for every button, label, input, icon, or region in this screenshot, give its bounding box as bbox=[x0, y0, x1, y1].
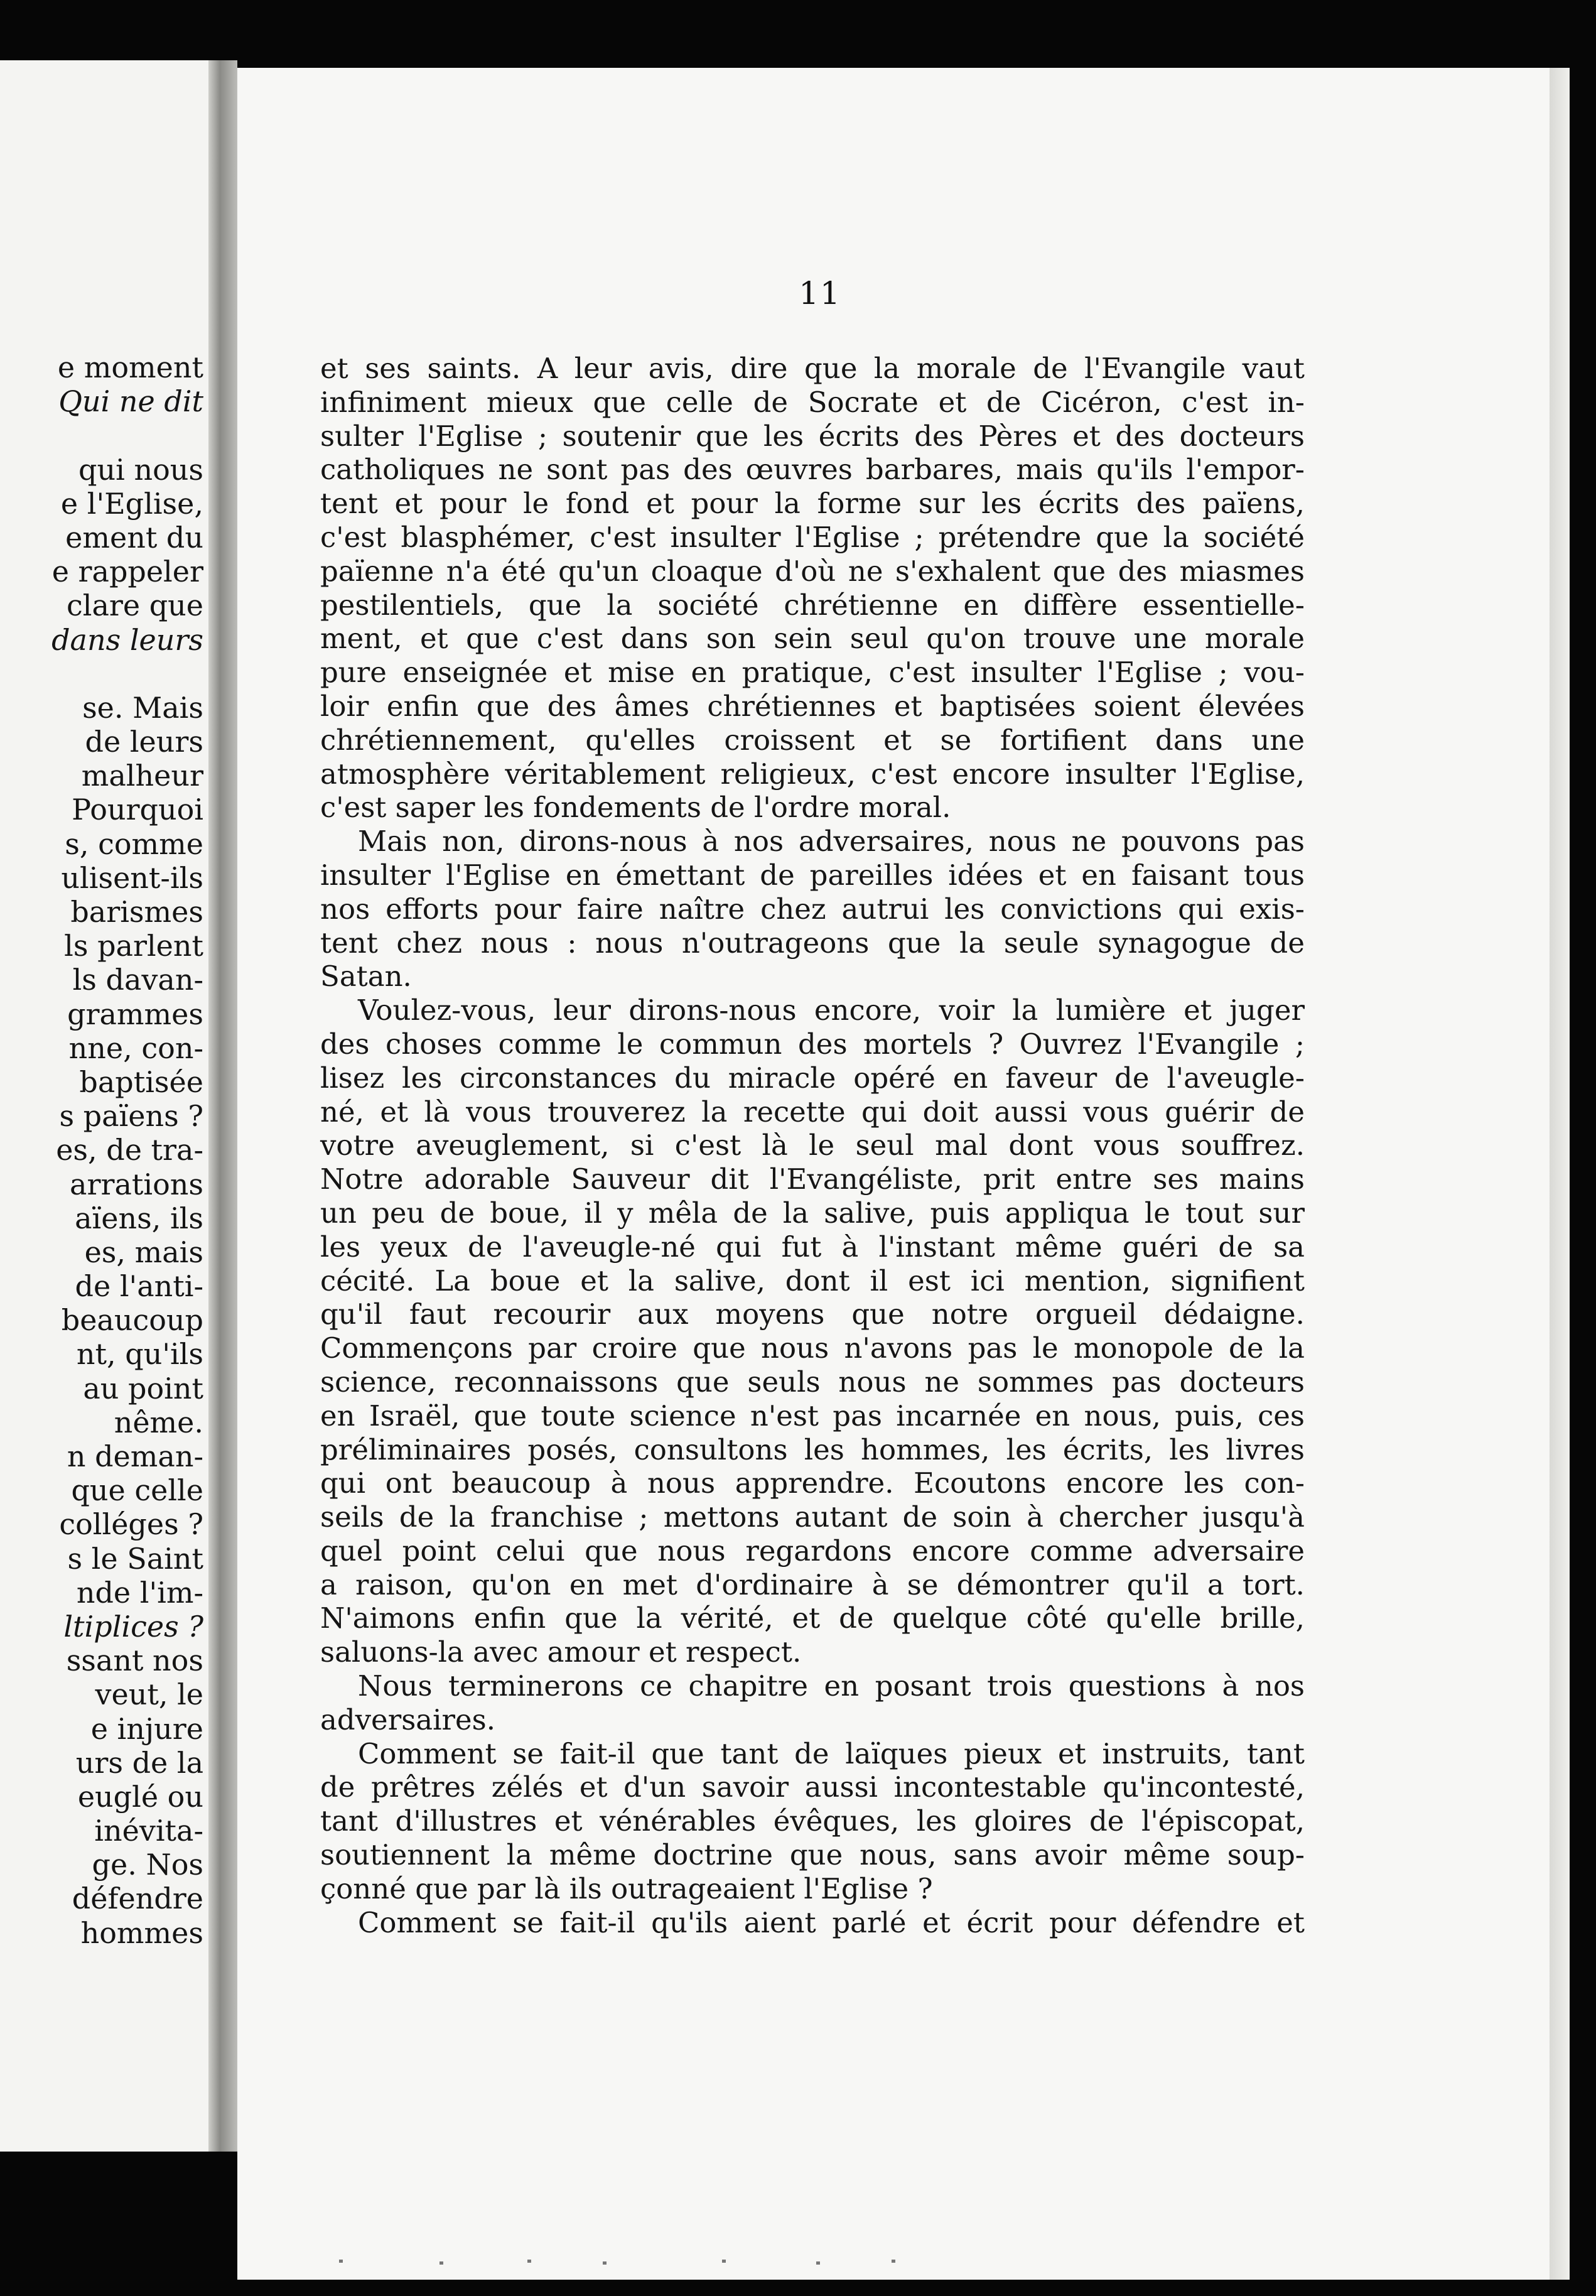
text-line: préliminaires posés, consultons les hommes, les écrits, les livres bbox=[320, 1432, 1305, 1466]
text-line: loir enfin que des âmes chrétiennes et baptisées soient élevées bbox=[320, 689, 1305, 723]
text-line: Nous terminerons ce chapitre en posant trois questions à nos bbox=[358, 1669, 1305, 1703]
text-line: c'est saper les fondements de l'ordre moral. bbox=[320, 791, 951, 825]
left-text-line: défendre bbox=[72, 1882, 203, 1916]
left-text-line: grammes bbox=[67, 997, 203, 1031]
left-text-line: inévita- bbox=[94, 1814, 203, 1848]
text-line: c'est blasphémer, c'est insulter l'Eglise ; prétendre que la société bbox=[320, 520, 1305, 554]
text-line: pure enseignée et mise en pratique, c'est insulter l'Eglise ; vou- bbox=[320, 656, 1305, 690]
text-line: chrétiennement, qu'elles croissent et se fortifient dans une bbox=[320, 723, 1305, 757]
text-line: votre aveuglement, si c'est là le seul mal dont vous souffrez. bbox=[320, 1129, 1305, 1162]
left-text-line: Qui ne dit bbox=[58, 384, 203, 419]
left-text-line: nt, qu'ils bbox=[76, 1337, 203, 1372]
page-edge bbox=[1550, 68, 1570, 2280]
text-line: et ses saints. A leur avis, dire que la morale de l'Evangile vaut bbox=[320, 352, 1305, 385]
text-line: tent chez nous : nous n'outrageons que la seule synagogue de bbox=[320, 926, 1305, 960]
text-line: Voulez-vous, leur dirons-nous encore, voir la lumière et juger bbox=[358, 994, 1305, 1027]
left-text-line: ulisent-ils bbox=[61, 860, 203, 895]
left-text-line: urs de la bbox=[75, 1745, 203, 1780]
text-line: çonné que par là ils outrageaient l'Eglise ? bbox=[320, 1871, 933, 1905]
left-text-line: clare que bbox=[66, 588, 203, 623]
text-line: infiniment mieux que celle de Socrate et de Cicéron, c'est in- bbox=[320, 385, 1305, 419]
text-line: tant d'illustres et vénérables évêques, les gloires de l'épiscopat, bbox=[320, 1804, 1305, 1838]
left-text-line: au point bbox=[83, 1371, 203, 1405]
text-line: sulter l'Eglise ; soutenir que les écrits des Pères et des docteurs bbox=[320, 419, 1305, 453]
scan-speck bbox=[603, 2261, 607, 2265]
left-text-line: e rappeler bbox=[51, 555, 203, 589]
left-text-line: ls davan- bbox=[72, 963, 203, 997]
left-text-line: de leurs bbox=[85, 725, 203, 759]
scan-speck bbox=[339, 2260, 343, 2263]
left-text-line: n deman- bbox=[67, 1439, 203, 1473]
left-text-line: ltiplices ? bbox=[63, 1609, 203, 1643]
left-text-line: ement du bbox=[65, 520, 203, 555]
left-text-line: que celle bbox=[71, 1473, 203, 1508]
left-text-line: beaucoup bbox=[61, 1303, 203, 1338]
text-line: catholiques ne sont pas des œuvres barbares, mais qu'ils l'empor- bbox=[320, 453, 1305, 487]
left-text-line: euglé ou bbox=[77, 1779, 203, 1814]
text-line: pestilentiels, que la société chrétienne en diffère essentielle- bbox=[320, 588, 1305, 622]
text-line: tent et pour le fond et pour la forme sur les écrits des païens, bbox=[320, 487, 1305, 521]
left-text-line: barismes bbox=[70, 895, 203, 929]
scan-specks bbox=[339, 2260, 904, 2266]
left-text-line: de l'anti- bbox=[75, 1269, 203, 1304]
left-text-line: es, de tra- bbox=[56, 1133, 203, 1167]
text-line: Mais non, dirons-nous à nos adversaires, nous ne pouvons pas bbox=[358, 825, 1305, 858]
left-text-line: s païens ? bbox=[59, 1099, 203, 1134]
left-text-line: qui nous bbox=[78, 452, 203, 487]
scan-speck bbox=[527, 2260, 531, 2263]
left-text-line: s, comme bbox=[65, 826, 203, 861]
text-line: cécité. La boue et la salive, dont il est ici mention, signifient bbox=[320, 1264, 1305, 1297]
text-line: seils de la franchise ; mettons autant de soin à chercher jusqu'à bbox=[320, 1500, 1305, 1534]
text-line: atmosphère véritablement religieux, c'est encore insulter l'Eglise, bbox=[320, 757, 1305, 791]
text-line: qu'il faut recourir aux moyens que notre orgueil dédaigne. bbox=[320, 1297, 1305, 1331]
left-text-line: es, mais bbox=[84, 1235, 203, 1269]
left-text-line: arrations bbox=[70, 1167, 203, 1201]
scan-speck bbox=[722, 2260, 726, 2263]
left-text-line: baptisée bbox=[79, 1064, 203, 1099]
text-line: quel point celui que nous regardons encore comme adversaire bbox=[320, 1534, 1305, 1568]
text-line: Notre adorable Sauveur dit l'Evangéliste, prit entre ses mains bbox=[320, 1162, 1305, 1196]
text-line: des choses comme le commun des mortels ? Ouvrez l'Evangile ; bbox=[320, 1027, 1305, 1061]
text-line: adversaires. bbox=[320, 1703, 496, 1736]
body-text bbox=[320, 352, 1305, 1939]
left-text-line: nne, con- bbox=[68, 1031, 203, 1065]
left-text-line: se. Mais bbox=[82, 690, 203, 725]
left-text-line: colléges ? bbox=[59, 1507, 203, 1542]
left-text-line: ls parlent bbox=[64, 929, 203, 963]
text-line: Comment se fait-il qu'ils aient parlé et écrit pour défendre et bbox=[358, 1905, 1305, 1939]
scan-speck bbox=[816, 2261, 820, 2265]
left-text-line: e injure bbox=[90, 1711, 203, 1746]
left-page-fragment bbox=[0, 60, 208, 2152]
text-line: de prêtres zélés et d'un savoir aussi incontestable qu'incontesté, bbox=[320, 1770, 1305, 1804]
text-line: Satan. bbox=[320, 960, 412, 994]
text-line: né, et là vous trouverez la recette qui doit aussi vous guérir de bbox=[320, 1095, 1305, 1129]
left-text-line: ge. Nos bbox=[92, 1848, 203, 1882]
text-line: a raison, qu'on en met d'ordinaire à se démontrer qu'il a tort. bbox=[320, 1568, 1305, 1601]
text-line: les yeux de l'aveugle-né qui fut à l'instant même guéri de sa bbox=[320, 1230, 1305, 1264]
left-text-line: hommes bbox=[80, 1915, 203, 1950]
left-text-line: e moment bbox=[57, 350, 203, 384]
text-line: lisez les circonstances du miracle opéré en faveur de l'aveugle- bbox=[320, 1061, 1305, 1095]
text-line: saluons-la avec amour et respect. bbox=[320, 1635, 802, 1669]
text-line: Commençons par croire que nous n'avons pas le monopole de la bbox=[320, 1331, 1305, 1365]
text-line: nos efforts pour faire naître chez autrui les convictions qui exis- bbox=[320, 892, 1305, 926]
left-text-line: malheur bbox=[81, 759, 203, 793]
text-line: ment, et que c'est dans son sein seul qu'on trouve une morale bbox=[320, 622, 1305, 656]
left-text-line: e l'Eglise, bbox=[60, 486, 203, 521]
left-text-line: s le Saint bbox=[67, 1541, 203, 1576]
right-page bbox=[237, 68, 1550, 2280]
left-text-line: nde l'im- bbox=[76, 1575, 203, 1610]
scan-speck bbox=[439, 2261, 443, 2265]
text-line: Comment se fait-il que tant de laïques pieux et instruits, tant bbox=[358, 1736, 1305, 1770]
left-text-line: dans leurs bbox=[51, 622, 203, 657]
text-line: un peu de boue, il y mêla de la salive, puis appliqua le tout sur bbox=[320, 1196, 1305, 1230]
left-text-line: veut, le bbox=[95, 1677, 203, 1712]
text-line: science, reconnaissons que seuls nous ne sommes pas docteurs bbox=[320, 1365, 1305, 1399]
left-text-line: nême. bbox=[114, 1405, 203, 1439]
left-page-text bbox=[51, 350, 203, 1950]
text-line: en Israël, que toute science n'est pas incarnée en nous, puis, ces bbox=[320, 1399, 1305, 1432]
left-text-line: aïens, ils bbox=[75, 1201, 203, 1235]
scan-speck bbox=[892, 2260, 895, 2263]
text-line: soutiennent la même doctrine que nous, sans avoir même soup- bbox=[320, 1838, 1305, 1872]
book-gutter bbox=[208, 60, 237, 2152]
left-text-line: Pourquoi bbox=[72, 793, 203, 827]
text-line: païenne n'a été qu'un cloaque d'où ne s'exhalent que des miasmes bbox=[320, 554, 1305, 588]
text-line: insulter l'Eglise en émettant de pareilles idées et en faisant tous bbox=[320, 858, 1305, 892]
left-text-line: ssant nos bbox=[66, 1643, 203, 1678]
page-number: 11 bbox=[799, 275, 841, 311]
text-line: qui ont beaucoup à nous apprendre. Ecoutons encore les con- bbox=[320, 1466, 1305, 1500]
text-line: N'aimons enfin que la vérité, et de quelque côté qu'elle brille, bbox=[320, 1601, 1305, 1635]
